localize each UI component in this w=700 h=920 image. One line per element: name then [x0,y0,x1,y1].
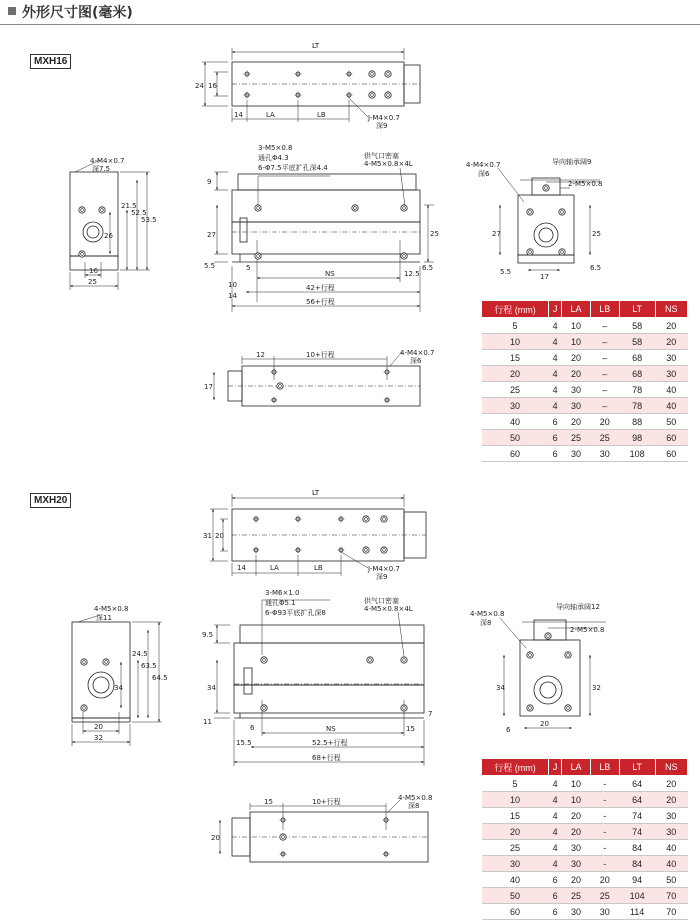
table-cell: 98 [619,430,655,446]
table-cell: 68 [619,366,655,382]
table-cell: 10 [562,776,591,792]
table-cell: 108 [619,446,655,462]
page-title: 外形尺寸图(毫米) [22,5,133,21]
dim-34s: 34 [207,684,216,692]
dim-56: 56+行程 [306,298,335,306]
r-5-5: 5.5 [500,268,512,276]
table-cell: 6 [549,446,562,462]
dim-5-5: 5.5 [204,262,216,270]
table-cell: - [590,856,619,872]
r-34: 34 [496,684,505,692]
end-thread: 4-M4×0.7 [90,157,125,165]
end-thread-20: 4-M5×0.8 [94,605,129,613]
dim-6: 6 [250,724,255,732]
b-thread: 4-M4×0.7 [400,349,435,357]
dim-16b: 16 [89,267,98,275]
th-stroke: 行程 (mm) [482,759,549,776]
table-row [482,318,688,334]
table-cell: 20 [590,414,619,430]
table-cell: 6 [549,872,562,888]
table-cell: 64 [619,776,655,792]
table-cell: 10 [562,334,591,350]
dim-32b: 32 [94,734,103,742]
mxh16-end-view [70,160,150,290]
dim-12-5: 12.5 [404,270,420,278]
th-ns: NS [655,759,687,776]
table-cell: - [590,808,619,824]
dim-9-5: 9.5 [202,631,214,639]
table-cell: 68 [619,350,655,366]
dim-42: 42+行程 [306,284,335,292]
dim-ns: NS [325,270,335,278]
table-cell: 94 [619,872,655,888]
table-cell: 15 [482,808,549,824]
th-j: J [549,301,562,318]
th-la: LA [562,759,591,776]
through-hole: 通孔Φ4.3 [258,154,289,162]
dim-14: 14 [234,111,243,119]
r-depth: 深6 [478,170,490,178]
table-cell: 70 [655,888,687,904]
model-tag-mxh16: MXH16 [30,54,71,69]
mxh20-right-view [500,618,606,728]
dim-14-20: 14 [237,564,246,572]
r-17: 17 [540,273,549,281]
table-cell: 4 [549,398,562,414]
table-cell: 58 [619,334,655,350]
table-cell: 10 [562,792,591,808]
table-cell: 114 [619,904,655,920]
table-cell: 60 [655,446,687,462]
table-cell: 40 [655,840,687,856]
table-cell: 20 [562,824,591,840]
mxh20-side-holes [81,633,571,711]
dim-7: 7 [428,710,433,718]
dim-lt-20: LT [312,489,320,497]
table-cell: – [590,398,619,414]
table-cell: 60 [482,904,549,920]
table-cell: 20 [562,872,591,888]
table-cell: 4 [549,840,562,856]
r-25: 25 [592,230,601,238]
dim-10: 10 [228,281,237,289]
r-2m5-20: 2-M5×0.8 [570,626,605,634]
table-cell: 5 [482,776,549,792]
table-cell: 40 [482,414,549,430]
mxh20-end-view [72,615,162,746]
table-cell: 78 [619,382,655,398]
dim-26: 26 [104,232,113,240]
table-cell: – [590,350,619,366]
table-cell: 4 [549,350,562,366]
j-depth: 深9 [376,122,388,130]
dim-11: 11 [203,718,212,726]
th-lt: LT [619,759,655,776]
dim-6-5: 6.5 [422,264,434,272]
table-cell: 30 [562,398,591,414]
r-6-5: 6.5 [590,264,602,272]
table-cell: 20 [482,366,549,382]
dim-31: 31 [203,532,212,540]
dim-20b: 20 [94,723,103,731]
dim-15: 15 [406,725,415,733]
table-row [482,824,688,840]
thread-3m5: 3-M5×0.8 [258,144,293,152]
r-27: 27 [492,230,501,238]
j-thread-20: J-M4×0.7 [368,565,400,573]
table-cell: 50 [482,430,549,446]
table-cell: 84 [619,856,655,872]
guide-label: 导向轴承阔9 [552,158,592,166]
b-20: 20 [211,834,220,842]
table-cell: 6 [549,430,562,446]
table-cell: 60 [655,430,687,446]
air-thread: 4-M5×0.8×4L [364,160,413,168]
j-depth-20: 深9 [376,573,388,581]
table-cell: 70 [655,904,687,920]
r-20: 20 [540,720,549,728]
guide-label-20: 导向轴承阔12 [556,603,600,611]
table-row [482,904,688,920]
dim-15-5: 15.5 [236,739,252,747]
table-cell: 15 [482,350,549,366]
table-cell: 20 [562,350,591,366]
table-cell: 30 [655,366,687,382]
table-cell: 25 [482,382,549,398]
th-la: LA [562,301,591,318]
table-header-row [482,759,688,776]
table-cell: 4 [549,856,562,872]
table-cell: 30 [482,398,549,414]
table-cell: 50 [655,414,687,430]
table-cell: 10 [562,318,591,334]
table-cell: 4 [549,382,562,398]
table-cell: 74 [619,824,655,840]
table-row [482,414,688,430]
table-row [482,840,688,856]
th-stroke: 行程 (mm) [482,301,549,318]
table-cell: 30 [655,350,687,366]
b-10: 10+行程 [306,351,335,359]
table-cell: 30 [562,446,591,462]
table-cell: - [590,792,619,808]
table-row [482,382,688,398]
table-cell: – [590,334,619,350]
air-port-20: 供气口密塞 [364,597,399,605]
table-cell: 25 [562,888,591,904]
table-cell: 30 [562,904,591,920]
dim-9: 9 [207,178,212,186]
table-cell: 4 [549,366,562,382]
spec-table-mxh16 [481,300,688,462]
table-cell: 25 [590,888,619,904]
table-cell: 40 [482,872,549,888]
table-cell: 30 [562,856,591,872]
table-cell: 20 [655,792,687,808]
table-row [482,776,688,792]
mxh20-top-holes [253,516,388,554]
th-lt: LT [619,301,655,318]
dim-34: 34 [114,684,123,692]
table-row [482,856,688,872]
j-thread: J-M4×0.7 [368,114,400,122]
table-cell: – [590,382,619,398]
table-cell: 40 [655,398,687,414]
dim-14b: 14 [228,292,237,300]
th-lb: LB [590,301,619,318]
table-cell: - [590,776,619,792]
b-thread-20: 4-M5×0.8 [398,794,433,802]
table-cell: - [590,840,619,856]
end-depth-20: 深11 [96,614,112,622]
table-cell: 25 [562,430,591,446]
table-cell: 74 [619,808,655,824]
table-cell: 30 [655,808,687,824]
dim-25b: 25 [88,278,97,286]
dim-52-5: 52.5 [131,209,147,217]
table-cell: – [590,366,619,382]
table-cell: 4 [549,318,562,334]
table-cell: 25 [590,430,619,446]
dim-53-5: 53.5 [141,216,157,224]
b-17: 17 [204,383,213,391]
table-cell: 10 [482,792,549,808]
table-cell: 30 [562,382,591,398]
spec-table-body-mxh20 [482,776,688,920]
through-hole-20: 通孔Φ5.1 [265,599,296,607]
table-row [482,398,688,414]
table-cell: 20 [655,776,687,792]
air-port: 供气口密塞 [364,152,399,160]
dim-63-5: 63.5 [141,662,157,670]
table-cell: 30 [482,856,549,872]
dim-5: 5 [246,264,251,272]
dim-la-20: LA [270,564,279,572]
table-cell: 4 [549,824,562,840]
counterbore: 6-Φ7.5平底扩孔深4.4 [258,164,328,172]
mxh20-bottom-view [220,800,428,862]
table-cell: 20 [655,334,687,350]
table-cell: 6 [549,414,562,430]
b-depth: 深6 [410,357,422,365]
table-cell: 4 [549,792,562,808]
table-cell: 5 [482,318,549,334]
thread-3m6: 3-M6×1.0 [265,589,300,597]
dim-24-5: 24.5 [132,650,148,658]
dim-64-5: 64.5 [152,674,168,682]
table-row [482,888,688,904]
table-cell: 20 [655,318,687,334]
dim-27: 27 [207,231,216,239]
model-tag-mxh20: MXH20 [30,493,71,508]
dim-lb: LB [317,111,326,119]
table-cell: 20 [590,872,619,888]
table-cell: 40 [655,856,687,872]
mxh16-bottom-view [214,352,420,406]
dim-25r: 25 [430,230,439,238]
table-header-row [482,301,688,318]
b-depth-20: 深8 [408,802,420,810]
air-thread-20: 4-M5×0.8×4L [364,605,413,613]
r-thread-20: 4-M5×0.8 [470,610,505,618]
table-cell: 20 [562,414,591,430]
table-cell: 58 [619,318,655,334]
table-cell: 20 [482,824,549,840]
table-cell: 60 [482,446,549,462]
dim-20: 20 [215,532,224,540]
table-cell: 50 [655,872,687,888]
table-cell: 6 [549,888,562,904]
dim-68: 68+行程 [312,754,341,762]
table-cell: 88 [619,414,655,430]
dim-lb-20: LB [314,564,323,572]
dim-21-5: 21.5 [121,202,137,210]
table-row [482,792,688,808]
table-cell: - [590,824,619,840]
table-row [482,350,688,366]
table-row [482,366,688,382]
dim-52-5p: 52.5+行程 [312,739,348,747]
table-cell: 30 [590,446,619,462]
th-lb: LB [590,759,619,776]
table-cell: 10 [482,334,549,350]
table-cell: 30 [655,824,687,840]
dim-16: 16 [208,82,217,90]
table-cell: 25 [482,840,549,856]
table-cell: 4 [549,334,562,350]
table-row [482,334,688,350]
table-cell: 64 [619,792,655,808]
th-j: J [549,759,562,776]
table-cell: 104 [619,888,655,904]
table-cell: 40 [655,382,687,398]
table-row [482,872,688,888]
table-row [482,446,688,462]
table-cell: 30 [562,840,591,856]
table-cell: 30 [590,904,619,920]
end-depth: 深7.5 [92,165,111,173]
b-10-20: 10+行程 [312,798,341,806]
table-cell: 4 [549,776,562,792]
th-ns: NS [655,301,687,318]
table-cell: 78 [619,398,655,414]
table-cell: – [590,318,619,334]
b-12: 12 [256,351,265,359]
counterbore-20: 6-Φ93平底扩孔深8 [265,609,326,617]
table-row [482,430,688,446]
r-thread: 4-M4×0.7 [466,161,501,169]
table-cell: 6 [549,904,562,920]
b-15: 15 [264,798,273,806]
table-cell: 84 [619,840,655,856]
r-32: 32 [592,684,601,692]
dim-24: 24 [195,82,204,90]
r-2m5: 2-M5×0.8 [568,180,603,188]
spec-table-body-mxh16 [482,318,688,462]
r-6: 6 [506,726,511,734]
table-cell: 4 [549,808,562,824]
table-cell: 20 [562,366,591,382]
mxh16-top-holes [244,71,392,99]
table-row [482,808,688,824]
dim-la: LA [266,111,275,119]
spec-table-mxh20 [481,758,688,920]
dim-lt: LT [312,42,320,50]
table-cell: 50 [482,888,549,904]
dim-ns-20: NS [326,725,336,733]
table-cell: 20 [562,808,591,824]
r-depth-20: 深8 [480,619,492,627]
